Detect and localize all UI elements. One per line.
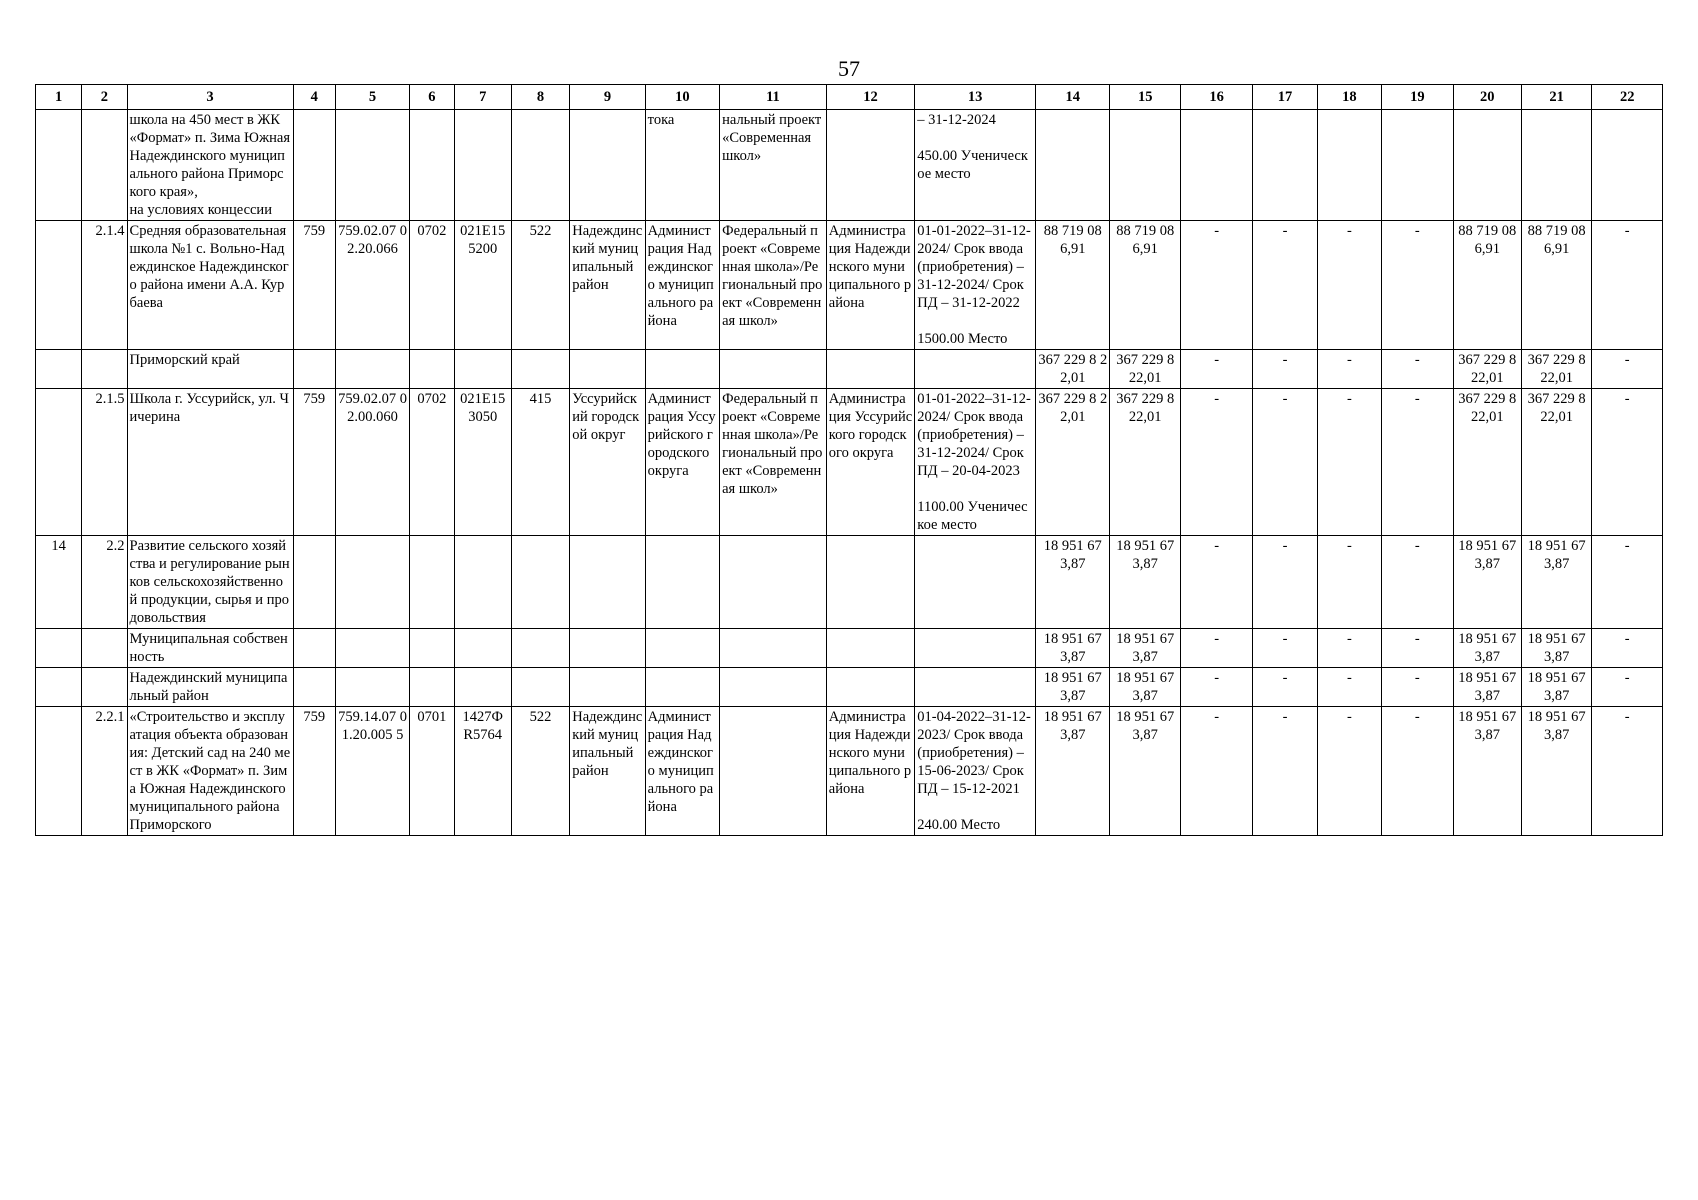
col-21-cell: 18 951 67 3,87 [1521,629,1591,668]
col-20-cell: 18 951 67 3,87 [1453,536,1521,629]
column-header: 9 [570,85,645,110]
column-header: 14 [1036,85,1110,110]
col-10-cell: Администрация Уссурийского городского округа [645,389,719,536]
column-header: 17 [1253,85,1317,110]
col-21-cell: 18 951 67 3,87 [1521,707,1591,836]
column-header: 1 [36,85,82,110]
col-17-cell: - [1253,629,1317,668]
row-number-cell [36,707,82,836]
column-header: 10 [645,85,719,110]
col-16-cell: - [1180,668,1252,707]
col-12-cell [826,536,915,629]
col-19-cell: - [1382,536,1453,629]
column-header: 15 [1110,85,1180,110]
col-6-cell: 0702 [410,389,454,536]
col-6-cell: 0701 [410,707,454,836]
col-17-cell: - [1253,668,1317,707]
col-13-cell [915,629,1036,668]
col-7-cell [454,350,511,389]
col-13-cell: 01-04-2022–31-12-2023/ Срок ввода (приобретения) – 15-06-2023/ Срок ПД – 15-12-2021 240.00 Место [915,707,1036,836]
col-11-cell: Федеральный проект «Современная школа»/Региональный проект «Современная школ» [720,221,827,350]
item-code-cell [82,629,127,668]
column-header: 13 [915,85,1036,110]
col-16-cell: - [1180,389,1252,536]
col-11-cell: нальный проект «Современная школ» [720,110,827,221]
col-8-cell [511,350,569,389]
col-10-cell: Администрация Надеждинского муниципального района [645,221,719,350]
row-number-cell [36,350,82,389]
col-10-cell [645,668,719,707]
col-14-cell: 18 951 67 3,87 [1036,629,1110,668]
col-11-cell [720,707,827,836]
table-row [36,629,1663,668]
col-18-cell [1317,110,1381,221]
column-header: 2 [82,85,127,110]
col-11-cell [720,668,827,707]
col-16-cell: - [1180,221,1252,350]
col-22-cell: - [1592,668,1663,707]
column-header: 7 [454,85,511,110]
col-11-cell [720,536,827,629]
col-22-cell [1592,110,1663,221]
object-name-cell: Надеждинский муниципальный район [127,668,293,707]
row-number-cell [36,110,82,221]
col-11-cell [720,350,827,389]
object-name-cell: Муниципальная собственность [127,629,293,668]
table-row [36,536,1663,629]
col-9-cell: Надеждинский муниципальный район [570,707,645,836]
col-14-cell: 367 229 8 22,01 [1036,350,1110,389]
col-8-cell: 522 [511,707,569,836]
col-14-cell: 18 951 67 3,87 [1036,668,1110,707]
col-4-cell [293,629,335,668]
col-9-cell [570,350,645,389]
column-header: 18 [1317,85,1381,110]
col-9-cell [570,629,645,668]
col-6-cell [410,536,454,629]
col-7-cell: 1427Ф R5764 [454,707,511,836]
col-9-cell: Надеждинский муниципальный район [570,221,645,350]
col-18-cell: - [1317,668,1381,707]
col-16-cell: - [1180,350,1252,389]
col-19-cell: - [1382,221,1453,350]
col-13-cell: – 31-12-2024 450.00 Ученическое место [915,110,1036,221]
page-number: 57 [838,56,860,81]
col-21-cell [1521,110,1591,221]
col-12-cell: Администрация Надеждинского муниципального района [826,221,915,350]
col-8-cell [511,536,569,629]
col-22-cell: - [1592,707,1663,836]
col-6-cell [410,668,454,707]
col-7-cell [454,668,511,707]
col-8-cell [511,629,569,668]
row-number-cell [36,221,82,350]
col-9-cell [570,668,645,707]
col-17-cell: - [1253,350,1317,389]
col-15-cell: 367 229 8 22,01 [1110,350,1180,389]
col-4-cell [293,350,335,389]
column-header: 8 [511,85,569,110]
col-9-cell [570,536,645,629]
col-14-cell: 367 229 8 22,01 [1036,389,1110,536]
col-8-cell: 522 [511,221,569,350]
col-18-cell: - [1317,536,1381,629]
col-16-cell: - [1180,536,1252,629]
col-4-cell [293,110,335,221]
col-9-cell: Уссурийский городской округ [570,389,645,536]
col-4-cell: 759 [293,389,335,536]
col-10-cell: Администрация Надеждинского муниципального района [645,707,719,836]
object-name-cell: Школа г. Уссурийск, ул. Чичерина [127,389,293,536]
col-20-cell: 367 229 8 22,01 [1453,350,1521,389]
col-18-cell: - [1317,707,1381,836]
col-7-cell [454,110,511,221]
col-20-cell: 367 229 8 22,01 [1453,389,1521,536]
column-header: 20 [1453,85,1521,110]
col-16-cell: - [1180,629,1252,668]
col-10-cell: тока [645,110,719,221]
column-header: 5 [335,85,409,110]
col-20-cell: 88 719 08 6,91 [1453,221,1521,350]
col-18-cell: - [1317,221,1381,350]
col-12-cell: Администрация Надеждинского муниципального района [826,707,915,836]
column-header: 22 [1592,85,1663,110]
table-row [36,668,1663,707]
col-4-cell [293,668,335,707]
row-number-cell [36,389,82,536]
col-5-cell: 759.02.07 02.20.066 [335,221,409,350]
table-row [36,389,1663,536]
col-20-cell [1453,110,1521,221]
col-7-cell [454,629,511,668]
col-10-cell [645,350,719,389]
col-13-cell [915,350,1036,389]
object-name-cell: школа на 450 мест в ЖК «Формат» п. Зима Южная Надеждинского муниципального района Приморского края», на условиях концессии [127,110,293,221]
col-22-cell: - [1592,389,1663,536]
col-13-cell [915,668,1036,707]
column-header: 11 [720,85,827,110]
col-22-cell: - [1592,536,1663,629]
col-11-cell [720,629,827,668]
col-21-cell: 18 951 67 3,87 [1521,668,1591,707]
col-17-cell: - [1253,389,1317,536]
col-4-cell [293,536,335,629]
col-14-cell: 88 719 08 6,91 [1036,221,1110,350]
col-12-cell: Администрация Уссурийского городского округа [826,389,915,536]
table-row [36,350,1663,389]
col-15-cell [1110,110,1180,221]
col-20-cell: 18 951 67 3,87 [1453,668,1521,707]
col-5-cell [335,110,409,221]
col-19-cell: - [1382,707,1453,836]
row-number-cell [36,668,82,707]
col-19-cell: - [1382,389,1453,536]
col-14-cell [1036,110,1110,221]
item-code-cell: 2.2.1 [82,707,127,836]
col-5-cell [335,668,409,707]
col-20-cell: 18 951 67 3,87 [1453,707,1521,836]
col-16-cell [1180,110,1252,221]
col-17-cell: - [1253,221,1317,350]
col-22-cell: - [1592,221,1663,350]
col-19-cell: - [1382,668,1453,707]
col-15-cell: 367 229 8 22,01 [1110,389,1180,536]
col-22-cell: - [1592,350,1663,389]
col-8-cell [511,110,569,221]
col-15-cell: 18 951 67 3,87 [1110,707,1180,836]
col-18-cell: - [1317,350,1381,389]
col-6-cell [410,110,454,221]
col-10-cell [645,629,719,668]
object-name-cell: Средняя образовательная школа №1 с. Вольно-Надеждинское Надеждинского района имени А.А. Курбаева [127,221,293,350]
col-19-cell [1382,110,1453,221]
item-code-cell: 2.1.5 [82,389,127,536]
col-9-cell [570,110,645,221]
object-name-cell: Развитие сельского хозяйства и регулирование рынков сельскохозяйственной продукции, сырья и продовольствия [127,536,293,629]
col-12-cell [826,110,915,221]
col-13-cell: 01-01-2022–31-12-2024/ Срок ввода (приобретения) – 31-12-2024/ Срок ПД – 31-12-2022 1500.00 Место [915,221,1036,350]
item-code-cell [82,350,127,389]
col-15-cell: 88 719 08 6,91 [1110,221,1180,350]
col-21-cell: 367 229 8 22,01 [1521,389,1591,536]
col-5-cell: 759.14.07 01.20.005 5 [335,707,409,836]
row-number-cell [36,629,82,668]
item-code-cell [82,110,127,221]
col-18-cell: - [1317,629,1381,668]
col-5-cell [335,536,409,629]
column-header: 12 [826,85,915,110]
col-12-cell [826,668,915,707]
col-6-cell [410,629,454,668]
column-header: 3 [127,85,293,110]
col-10-cell [645,536,719,629]
column-header: 4 [293,85,335,110]
col-14-cell: 18 951 67 3,87 [1036,707,1110,836]
col-4-cell: 759 [293,221,335,350]
col-18-cell: - [1317,389,1381,536]
col-17-cell: - [1253,536,1317,629]
column-header: 16 [1180,85,1252,110]
col-12-cell [826,350,915,389]
column-header: 19 [1382,85,1453,110]
col-6-cell: 0702 [410,221,454,350]
col-15-cell: 18 951 67 3,87 [1110,629,1180,668]
object-name-cell: «Строительство и эксплуатация объекта образования: Детский сад на 240 мест в ЖК «Формат» п. Зима Южная Надеждинского муниципального района Приморского [127,707,293,836]
col-15-cell: 18 951 67 3,87 [1110,536,1180,629]
col-12-cell [826,629,915,668]
col-21-cell: 88 719 08 6,91 [1521,221,1591,350]
table-row [36,110,1663,221]
col-20-cell: 18 951 67 3,87 [1453,629,1521,668]
object-name-cell: Приморский край [127,350,293,389]
col-5-cell [335,629,409,668]
col-19-cell: - [1382,629,1453,668]
budget-table [35,84,1663,836]
col-8-cell [511,668,569,707]
item-code-cell: 2.1.4 [82,221,127,350]
col-17-cell [1253,110,1317,221]
col-17-cell: - [1253,707,1317,836]
col-6-cell [410,350,454,389]
col-21-cell: 18 951 67 3,87 [1521,536,1591,629]
header-row [36,85,1663,110]
col-13-cell [915,536,1036,629]
col-7-cell: 021E15 5200 [454,221,511,350]
table-row [36,221,1663,350]
col-15-cell: 18 951 67 3,87 [1110,668,1180,707]
column-header: 21 [1521,85,1591,110]
table-row [36,707,1663,836]
item-code-cell [82,668,127,707]
col-8-cell: 415 [511,389,569,536]
col-14-cell: 18 951 67 3,87 [1036,536,1110,629]
col-5-cell: 759.02.07 02.00.060 [335,389,409,536]
row-number-cell: 14 [36,536,82,629]
col-7-cell: 021E15 3050 [454,389,511,536]
col-16-cell: - [1180,707,1252,836]
col-19-cell: - [1382,350,1453,389]
col-7-cell [454,536,511,629]
column-header: 6 [410,85,454,110]
col-13-cell: 01-01-2022–31-12-2024/ Срок ввода (приобретения) – 31-12-2024/ Срок ПД – 20-04-2023 1100.00 Ученическое место [915,389,1036,536]
item-code-cell: 2.2 [82,536,127,629]
col-21-cell: 367 229 8 22,01 [1521,350,1591,389]
col-22-cell: - [1592,629,1663,668]
col-11-cell: Федеральный проект «Современная школа»/Региональный проект «Современная школ» [720,389,827,536]
col-5-cell [335,350,409,389]
col-4-cell: 759 [293,707,335,836]
